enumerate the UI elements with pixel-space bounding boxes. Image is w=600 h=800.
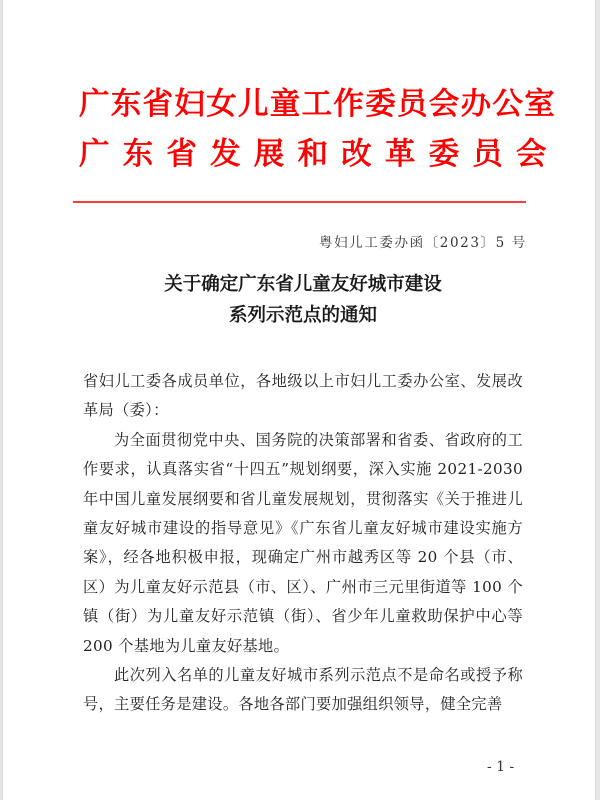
body-paragraph-2: 此次列入名单的儿童友好城市系列示范点不是命名或授予称号，主要任务是建设。各地各部门要加强组织领导，健全完善	[83, 666, 523, 714]
red-separator-rule	[73, 201, 526, 203]
salutation: 省妇儿工委各成员单位，各地级以上市妇儿工委办公室、发展改革局（委）：	[83, 372, 523, 420]
document-title-line-1: 关于确定广东省儿童友好城市建设	[164, 274, 442, 295]
document-title-line-2: 系列示范点的通知	[228, 305, 377, 326]
document-page	[2, 0, 596, 800]
page-number: - 1 -	[487, 759, 515, 775]
document-number: 粤妇儿工委办函〔2023〕5 号	[319, 235, 527, 251]
viewer-right-edge	[596, 0, 600, 800]
issuer-header-line-2: 广东省发展和改革委员会	[79, 136, 560, 172]
issuer-header-line-1: 广东省妇女儿童工作委员会办公室	[79, 86, 556, 122]
body-paragraph-1: 为全面贯彻党中央、国务院的决策部署和省委、省政府的工作要求，认真落实省“十四五”规划纲要，深入实施 2021-2030 年中国儿童发展纲要和省儿童发展规划，贯彻落实《关于推进儿童友好城市建设的指导意见》《广东省儿童友好城市建设实施方案》，经各地积极申报，现确定广州市越秀区等 20 个县（市、区）为儿童友好示范县（市、区）、广州市三元里街道等 100 个镇（街）为儿童友好示范镇（街）、省少年儿童救助保护中心等 200 个基地为儿童友好基地。	[83, 430, 523, 655]
document-body	[83, 367, 523, 720]
